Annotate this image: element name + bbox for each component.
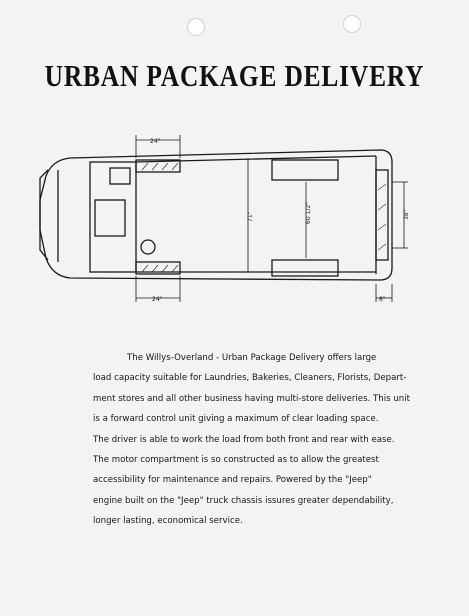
dim-label-top: 24" xyxy=(150,138,161,145)
rear-door-panel xyxy=(376,170,388,260)
description-paragraph xyxy=(93,348,410,532)
description-line: ment stores and all other business having multi-store deliveries. This unit xyxy=(93,393,410,404)
cargo-wall-top xyxy=(136,156,376,162)
description-line: The Willys-Overland - Urban Package Delivery offers large xyxy=(127,353,377,363)
dim-label-rear-door: 38" xyxy=(403,209,410,220)
dim-label-bottom: 24" xyxy=(152,296,163,303)
description-line: The motor compartment is so constructed as to allow the greatest xyxy=(93,455,379,466)
description-line: load capacity suitable for Laundries, Bakeries, Cleaners, Florists, Depart- xyxy=(93,373,407,384)
wheel-well-top xyxy=(272,160,338,180)
dim-label-rear-step: 8" xyxy=(379,296,386,303)
description-line: longer lasting, economical service. xyxy=(93,516,243,527)
engine-cover xyxy=(95,200,125,236)
vehicle-outline xyxy=(40,150,392,280)
description-line: engine built on the "Jeep" truck chassis issures greater dependability, xyxy=(93,495,394,506)
dim-label-floor: 60 1/2" xyxy=(305,202,312,224)
description-line: The driver is able to work the load from both front and rear with ease. xyxy=(93,434,395,445)
dim-label-interior: 71" xyxy=(247,211,254,222)
engine-compartment xyxy=(90,162,136,272)
wheel-well-bottom xyxy=(272,260,338,276)
steering-wheel xyxy=(141,240,155,254)
seat xyxy=(110,168,130,184)
page-title: URBAN PACKAGE DELIVERY xyxy=(44,58,425,93)
description-line: accessibility for maintenance and repairs. Powered by the "Jeep" xyxy=(93,475,372,486)
description-line: is a forward control unit giving a maximum of clear loading space. xyxy=(93,414,379,425)
